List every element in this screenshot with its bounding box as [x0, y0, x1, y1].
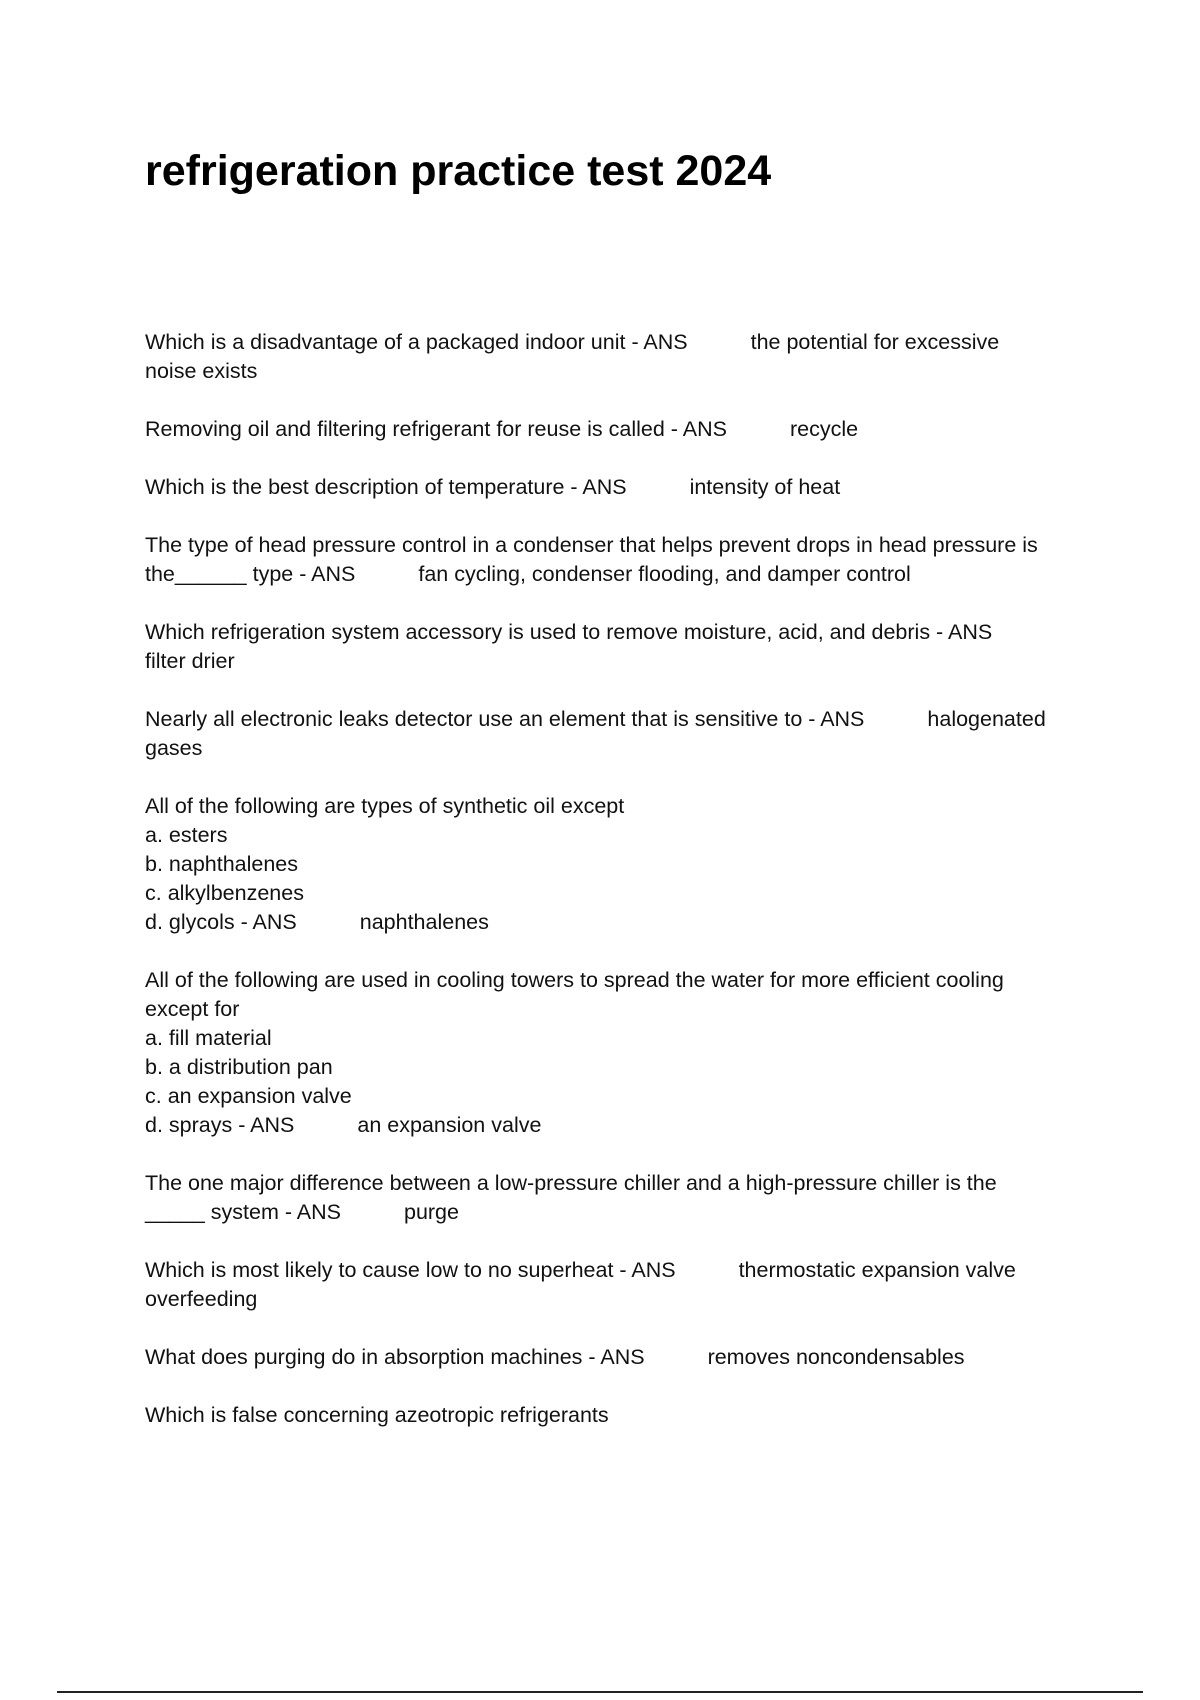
- question-text: the______ type - ANS: [145, 562, 356, 586]
- question-line: [145, 357, 1085, 386]
- question-text: Which is the best description of temperature - ANS: [145, 475, 627, 499]
- answer-text: halogenated: [927, 707, 1046, 731]
- question-text: Which is false concerning azeotropic refrigerants: [145, 1403, 609, 1427]
- question-line: [145, 908, 1085, 937]
- answer-text: recycle: [789, 417, 859, 441]
- question-line: [145, 1053, 1085, 1082]
- question-text: noise exists: [145, 359, 258, 383]
- question-text: All of the following are used in cooling towers to spread the water for more efficient cooling: [145, 968, 1004, 992]
- question-line: [145, 473, 1085, 502]
- question-item: [145, 531, 1085, 589]
- document-title: refrigeration practice test 2024: [145, 147, 772, 195]
- question-line: [145, 1343, 1085, 1372]
- answer-text: removes noncondensables: [707, 1345, 965, 1369]
- question-item: [145, 705, 1085, 763]
- question-line: [145, 1256, 1085, 1285]
- question-text: c. alkylbenzenes: [145, 881, 304, 905]
- question-line: [145, 879, 1085, 908]
- answer-text: an expansion valve: [357, 1113, 542, 1137]
- question-line: [145, 792, 1085, 821]
- question-text: b. a distribution pan: [145, 1055, 333, 1079]
- question-item: [145, 792, 1085, 937]
- question-text: d. glycols - ANS: [145, 910, 297, 934]
- question-text: The type of head pressure control in a condenser that helps prevent drops in head pressure is: [145, 533, 1038, 557]
- question-list: [145, 328, 1085, 1459]
- question-text: The one major difference between a low-pressure chiller and a high-pressure chiller is the: [145, 1171, 997, 1195]
- question-item: [145, 415, 1085, 444]
- question-item: [145, 1401, 1085, 1430]
- page-bottom-divider: [57, 1691, 1143, 1693]
- question-line: [145, 1285, 1085, 1314]
- question-item: [145, 328, 1085, 386]
- question-text: _____ system - ANS: [145, 1200, 341, 1224]
- question-text: All of the following are types of synthetic oil except: [145, 794, 625, 818]
- question-item: [145, 1256, 1085, 1314]
- question-item: [145, 966, 1085, 1140]
- question-line: [145, 1198, 1085, 1227]
- question-line: [145, 1082, 1085, 1111]
- question-text: overfeeding: [145, 1287, 258, 1311]
- question-line: [145, 966, 1085, 995]
- question-line: [145, 1401, 1085, 1430]
- question-text: c. an expansion valve: [145, 1084, 352, 1108]
- question-text: filter drier: [145, 649, 235, 673]
- answer-text: the potential for excessive: [750, 330, 1000, 354]
- question-line: [145, 705, 1085, 734]
- question-line: [145, 995, 1085, 1024]
- answer-text: purge: [403, 1200, 459, 1224]
- question-text: b. naphthalenes: [145, 852, 299, 876]
- question-text: Which refrigeration system accessory is used to remove moisture, acid, and debris - ANS: [145, 620, 993, 644]
- question-text: gases: [145, 736, 203, 760]
- question-line: [145, 734, 1085, 763]
- question-line: [145, 415, 1085, 444]
- question-text: a. fill material: [145, 1026, 272, 1050]
- answer-text: naphthalenes: [359, 910, 489, 934]
- question-text: Which is a disadvantage of a packaged indoor unit - ANS: [145, 330, 688, 354]
- question-line: [145, 850, 1085, 879]
- question-text: Nearly all electronic leaks detector use an element that is sensitive to - ANS: [145, 707, 865, 731]
- question-line: [145, 328, 1085, 357]
- question-line: [145, 647, 1085, 676]
- question-line: [145, 821, 1085, 850]
- question-line: [145, 1024, 1085, 1053]
- question-text: Removing oil and filtering refrigerant for reuse is called - ANS: [145, 417, 727, 441]
- question-item: [145, 473, 1085, 502]
- question-item: [145, 1169, 1085, 1227]
- question-item: [145, 1343, 1085, 1372]
- question-text: except for: [145, 997, 240, 1021]
- question-text: What does purging do in absorption machines - ANS: [145, 1345, 645, 1369]
- question-item: [145, 618, 1085, 676]
- answer-text: thermostatic expansion valve: [738, 1258, 1016, 1282]
- question-text: Which is most likely to cause low to no superheat - ANS: [145, 1258, 676, 1282]
- question-line: [145, 531, 1085, 560]
- question-text: a. esters: [145, 823, 228, 847]
- question-text: d. sprays - ANS: [145, 1113, 295, 1137]
- question-line: [145, 618, 1085, 647]
- question-line: [145, 1169, 1085, 1198]
- question-line: [145, 1111, 1085, 1140]
- question-line: [145, 560, 1085, 589]
- answer-text: intensity of heat: [689, 475, 841, 499]
- answer-text: fan cycling, condenser flooding, and damper control: [418, 562, 911, 586]
